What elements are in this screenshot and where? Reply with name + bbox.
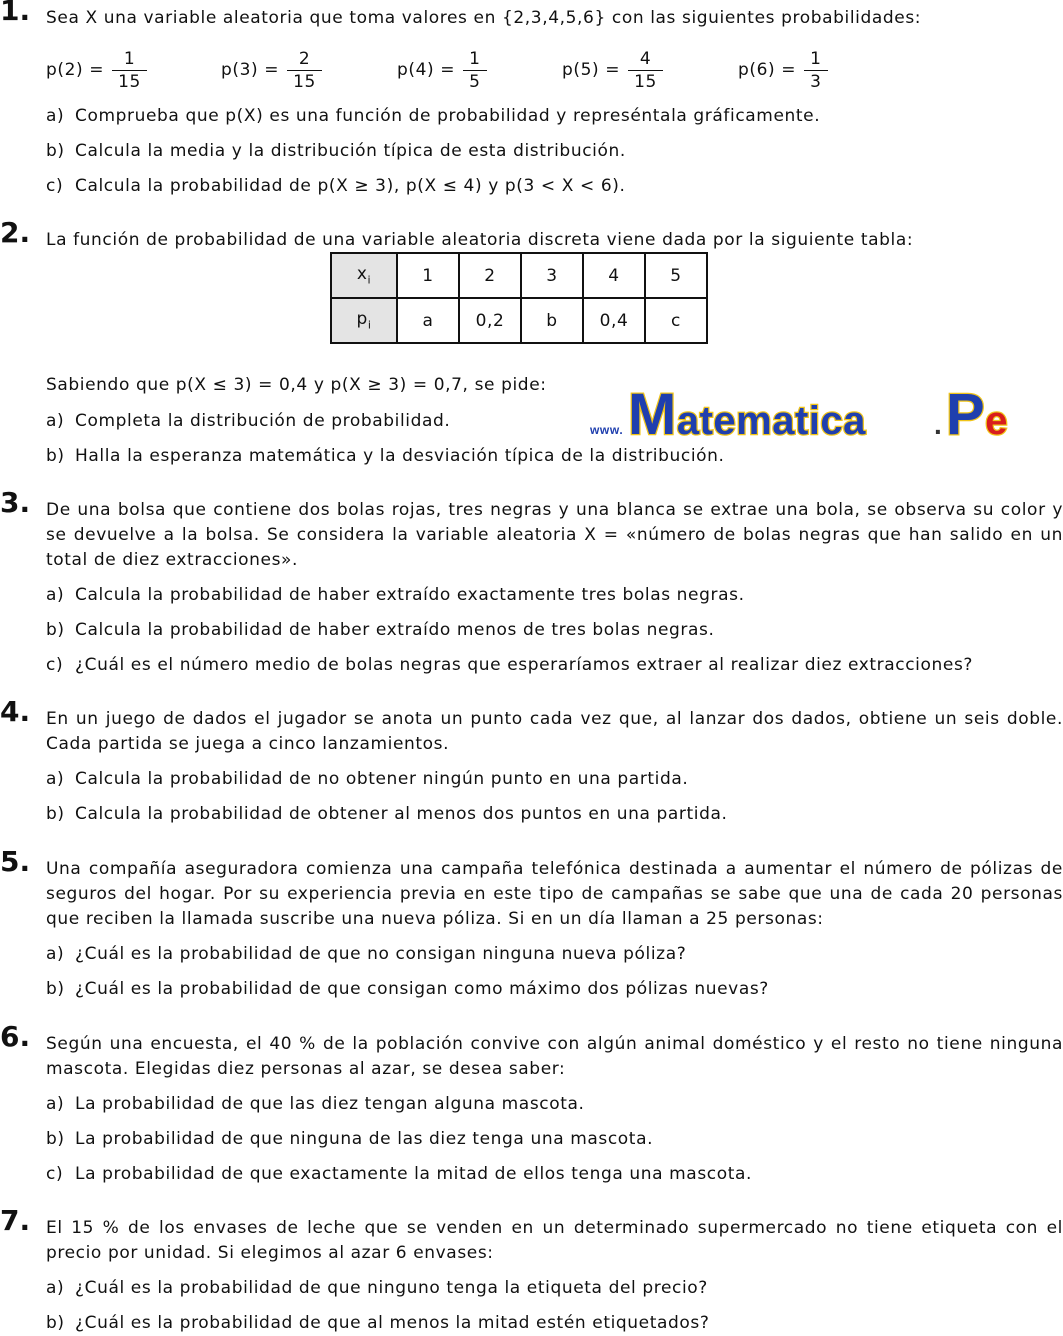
subquestion-b <box>46 1311 1063 1336</box>
problem-statement: El 15 % de los envases de leche que se venden en un determinado supermercado no tiene etiqueta con el precio por unidad. Si elegimos al azar 6 envases: <box>46 1218 1063 1263</box>
subquestion-c <box>46 1162 1063 1187</box>
subquestion-text: Completa la distribución de probabilidad. <box>75 411 451 431</box>
subquestion-b <box>46 444 1063 469</box>
logo-name: Matematica <box>628 386 866 442</box>
table-cell: 0,2 <box>459 298 521 343</box>
matematica-pe-logo <box>590 386 1030 442</box>
subquestion-label: c) <box>46 655 64 675</box>
subquestion-a <box>46 1092 1063 1117</box>
fraction <box>628 48 663 93</box>
subquestion-text: ¿Cuál es la probabilidad de que no consigan ninguna nueva póliza? <box>75 944 687 964</box>
subquestion-a <box>46 1276 1063 1301</box>
subquestion-text: La probabilidad de que las diez tengan alguna mascota. <box>75 1094 585 1114</box>
subquestion-text: ¿Cuál es la probabilidad de que consigan como máximo dos pólizas nuevas? <box>75 979 769 999</box>
problem-number: 7. <box>0 1204 31 1237</box>
subquestion-a <box>46 767 1063 792</box>
subquestion-text: Calcula la probabilidad de haber extraído exactamente tres bolas negras. <box>75 585 745 605</box>
problem-statement: Según una encuesta, el 40 % de la población convive con algún animal doméstico y el resto no tiene ninguna mascota. Elegidas diez personas al azar, se desea saber: <box>46 1034 1063 1079</box>
numerator: 1 <box>123 48 136 69</box>
probability-label: p(2) = <box>46 60 105 80</box>
table-cell: a <box>397 298 459 343</box>
subquestion-b <box>46 977 1063 1002</box>
table-header-x: $x_i$ <box>331 253 397 298</box>
subquestion-a <box>46 104 1063 129</box>
subquestion-label: b) <box>46 141 65 161</box>
distribution-table <box>330 252 708 344</box>
fraction <box>112 48 147 93</box>
subquestion-label: a) <box>46 944 65 964</box>
logo-suffix: Pe <box>946 386 1009 442</box>
subquestion-label: a) <box>46 585 65 605</box>
subquestion-a <box>46 583 1063 608</box>
fraction <box>463 48 486 93</box>
subquestion-label: a) <box>46 106 65 126</box>
table-cell: 2 <box>459 253 521 298</box>
table-cell: 3 <box>521 253 583 298</box>
logo-www: www. <box>590 423 624 437</box>
probability-p6 <box>738 42 828 98</box>
probability-values <box>46 42 946 98</box>
subquestion-label: a) <box>46 1094 65 1114</box>
problem-number: 6. <box>0 1020 31 1053</box>
problem-statement: Sea X una variable aleatoria que toma valores en {2,3,4,5,6} con las siguientes probabilidades: <box>46 8 922 28</box>
subquestion-a <box>46 942 1063 967</box>
table-cell: 0,4 <box>583 298 645 343</box>
table-row <box>331 298 707 343</box>
subquestion-text: Calcula la probabilidad de no obtener ningún punto en una partida. <box>75 769 689 789</box>
problem-number: 3. <box>0 486 31 519</box>
fraction <box>287 48 322 93</box>
subquestion-b <box>46 139 1063 164</box>
subquestion-label: c) <box>46 1164 64 1184</box>
table-row <box>331 253 707 298</box>
table-cell: 1 <box>397 253 459 298</box>
problem-number: 1. <box>0 0 31 27</box>
subquestion-label: a) <box>46 411 65 431</box>
problem-number: 2. <box>0 216 31 249</box>
problem-number: 5. <box>0 845 31 878</box>
subquestion-c <box>46 653 1063 678</box>
subquestion-label: b) <box>46 446 65 466</box>
probability-p2 <box>46 42 147 98</box>
denominator: 3 <box>804 70 827 93</box>
subquestion-text: Comprueba que p(X) es una función de probabilidad y represéntala gráficamente. <box>75 106 821 126</box>
denominator: 5 <box>463 70 486 93</box>
subquestion-text: Halla la esperanza matemática y la desviación típica de la distribución. <box>75 446 725 466</box>
problem-statement: La función de probabilidad de una variable aleatoria discreta viene dada por la siguiente tabla: <box>46 230 914 250</box>
denominator: 15 <box>287 70 322 93</box>
problem-statement: De una bolsa que contiene dos bolas rojas, tres negras y una blanca se extrae una bola, se observa su color y se devuelve a la bolsa. Se considera la variable aleatoria X = «número de bolas negras que han salido en un total de diez extracciones». <box>46 500 1063 570</box>
probability-label: p(3) = <box>221 60 280 80</box>
subquestion-b <box>46 802 1063 827</box>
given-conditions: Sabiendo que p(X ≤ 3) = 0,4 y p(X ≥ 3) = 0,7, se pide: <box>46 375 547 395</box>
subquestion-b <box>46 618 1063 643</box>
subquestion-label: a) <box>46 1278 65 1298</box>
probability-label: p(5) = <box>562 60 621 80</box>
fraction <box>804 48 827 93</box>
subquestion-label: b) <box>46 804 65 824</box>
subquestion-b <box>46 1127 1063 1152</box>
probability-p4 <box>397 42 487 98</box>
subquestion-text: Calcula la probabilidad de obtener al menos dos puntos en una partida. <box>75 804 728 824</box>
subquestion-text: Calcula la media y la distribución típica de esta distribución. <box>75 141 626 161</box>
probability-label: p(6) = <box>738 60 797 80</box>
numerator: 2 <box>298 48 311 69</box>
table-cell: 4 <box>583 253 645 298</box>
subquestion-text: Calcula la probabilidad de p(X ≥ 3), p(X ≤ 4) y p(3 < X < 6). <box>75 176 626 196</box>
probability-p5 <box>562 42 663 98</box>
subquestion-text: ¿Cuál es el número medio de bolas negras que esperaríamos extraer al realizar diez extracciones? <box>75 655 974 675</box>
table-cell: 5 <box>645 253 707 298</box>
subquestion-text: Calcula la probabilidad de haber extraído menos de tres bolas negras. <box>75 620 715 640</box>
subquestion-text: La probabilidad de que ninguna de las diez tenga una mascota. <box>75 1129 654 1149</box>
subquestion-label: b) <box>46 1129 65 1149</box>
subquestion-text: La probabilidad de que exactamente la mitad de ellos tenga una mascota. <box>75 1164 753 1184</box>
subquestion-text: ¿Cuál es la probabilidad de que al menos la mitad estén etiquetados? <box>75 1313 710 1333</box>
subquestion-label: b) <box>46 979 65 999</box>
table-cell: c <box>645 298 707 343</box>
numerator: 1 <box>469 48 481 69</box>
subquestion-label: a) <box>46 769 65 789</box>
subquestion-text: ¿Cuál es la probabilidad de que ninguno tenga la etiqueta del precio? <box>75 1278 708 1298</box>
problem-statement: En un juego de dados el jugador se anota un punto cada vez que, al lanzar dos dados, obtiene un seis doble. Cada partida se juega a cinco lanzamientos. <box>46 709 1063 754</box>
probability-p3 <box>221 42 322 98</box>
subquestion-label: c) <box>46 176 64 196</box>
table-cell: b <box>521 298 583 343</box>
denominator: 15 <box>628 70 663 93</box>
subquestion-label: b) <box>46 1313 65 1333</box>
problem-statement: Una compañía aseguradora comienza una campaña telefónica destinada a aumentar el número de pólizas de seguros del hogar. Por su experiencia previa en este tipo de campañas se sabe que una de cada 20 personas que reciben la llamada suscribe una nueva póliza. Si en un día llaman a 25 personas: <box>46 859 1063 929</box>
subquestion-label: b) <box>46 620 65 640</box>
problem-number: 4. <box>0 695 31 728</box>
subquestion-c <box>46 174 1063 199</box>
table-header-p: $p_i$ <box>331 298 397 343</box>
denominator: 15 <box>112 70 147 93</box>
logo-dot: . <box>934 409 943 440</box>
probability-label: p(4) = <box>397 60 456 80</box>
numerator: 1 <box>810 48 822 69</box>
numerator: 4 <box>639 48 652 69</box>
